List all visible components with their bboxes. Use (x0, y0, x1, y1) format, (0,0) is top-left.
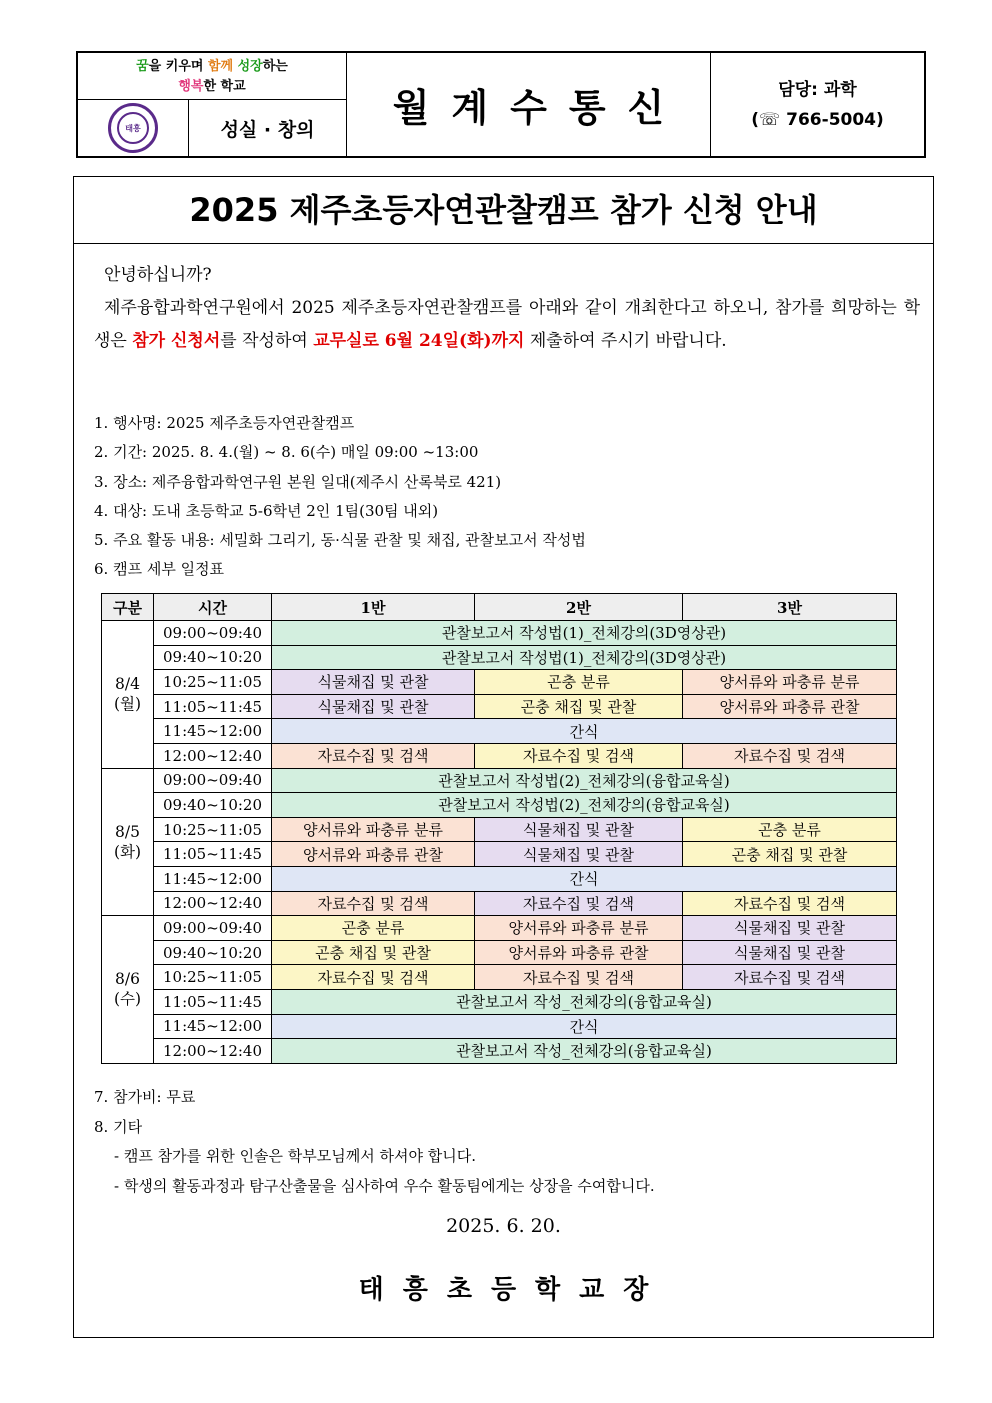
slogan-part: 행복 (178, 79, 204, 94)
table-row (102, 817, 897, 842)
activity-cell: 양서류와 파충류 관찰 (272, 842, 475, 867)
detail-item: 6. 캠프 세부 일정표 (94, 560, 225, 579)
highlight-application-form: 참가 신청서 (132, 331, 221, 351)
activity-cell: 간식 (272, 1014, 897, 1039)
activity-cell: 자료수집 및 검색 (683, 743, 897, 768)
activity-cell: 관찰보고서 작성법(1)_전체강의(3D영상관) (272, 645, 897, 670)
school-branding (78, 53, 347, 156)
header-cell: 1반 (272, 594, 475, 621)
time-cell: 09:00~09:40 (154, 768, 272, 793)
header-cell: 시간 (154, 594, 272, 621)
schedule-table (101, 593, 897, 1064)
activity-cell: 자료수집 및 검색 (683, 891, 897, 916)
principal-signature: 태흥초등학교장 (358, 1275, 668, 1305)
time-cell: 09:00~09:40 (154, 916, 272, 941)
document-body (73, 176, 934, 1338)
activity-cell: 곤충 분류 (272, 916, 475, 941)
detail-item: 4. 대상: 도내 초등학교 5-6학년 2인 1팀(30팀 내외) (94, 501, 439, 520)
table-row (102, 866, 897, 891)
activity-cell: 양서류와 파충류 분류 (683, 670, 897, 695)
issue-date: 2025. 6. 20. (446, 1215, 561, 1237)
day-date: 8/5 (115, 822, 140, 841)
additional-info (94, 1083, 655, 1201)
contact-phone: (☏ 766-5004) (751, 109, 884, 130)
time-cell: 09:40~10:20 (154, 645, 272, 670)
detail-item: 1. 행사명: 2025 제주초등자연관찰캠프 (94, 414, 355, 432)
event-details (94, 409, 586, 585)
day-date: 8/6 (115, 970, 140, 989)
table-row (102, 989, 897, 1014)
slogan-part: 함께 (207, 59, 234, 74)
activity-cell: 관찰보고서 작성_전체강의(융합교육실) (272, 1039, 897, 1064)
detail-item: 7. 참가비: 무료 (94, 1088, 196, 1106)
table-row (102, 842, 897, 867)
time-cell: 10:25~11:05 (154, 817, 272, 842)
table-row (102, 621, 897, 646)
header-cell: 구분 (102, 594, 154, 621)
activity-cell: 곤충 채집 및 관찰 (683, 842, 897, 867)
table-row (102, 793, 897, 818)
activity-cell: 간식 (272, 866, 897, 891)
table-row (102, 1014, 897, 1039)
school-seal-icon (108, 103, 158, 153)
time-cell: 11:05~11:45 (154, 989, 272, 1014)
time-cell: 09:40~10:20 (154, 940, 272, 965)
time-cell: 10:25~11:05 (154, 965, 272, 990)
activity-cell: 자료수집 및 검색 (475, 965, 683, 990)
time-cell: 12:00~12:40 (154, 1039, 272, 1064)
table-row (102, 719, 897, 744)
activity-cell: 자료수집 및 검색 (272, 965, 475, 990)
table-row (102, 916, 897, 941)
activity-cell: 식물채집 및 관찰 (272, 670, 475, 695)
detail-item: 2. 기간: 2025. 8. 4.(월) ~ 8. 6(수) 매일 09:00 ~13:00 (94, 443, 479, 462)
slogan-part: 성장 (237, 59, 263, 74)
contact-person: 담당: 과학 (778, 79, 857, 100)
activity-cell: 자료수집 및 검색 (272, 891, 475, 916)
table-row (102, 645, 897, 670)
school-motto: 성실 · 창의 (220, 118, 315, 141)
day-cell (102, 916, 154, 1064)
activity-cell: 양서류와 파충류 분류 (475, 916, 683, 941)
time-cell: 11:45~12:00 (154, 866, 272, 891)
schedule-header-row (102, 594, 897, 621)
activity-cell: 관찰보고서 작성법(1)_전체강의(3D영상관) (272, 621, 897, 646)
intro-text-part: 제주융합과학연구원에서 2025 제주초등자연관찰캠프를 아래와 같이 개최한다고 하오니, 참가를 희망하는 학생은 (94, 298, 920, 351)
activity-cell: 자료수집 및 검색 (683, 965, 897, 990)
time-cell: 09:40~10:20 (154, 793, 272, 818)
activity-cell: 자료수집 및 검색 (475, 891, 683, 916)
day-weekday: (월) (113, 695, 142, 714)
day-cell (102, 768, 154, 916)
activity-cell: 곤충 분류 (683, 817, 897, 842)
detail-item: 5. 주요 활동 내용: 세밀화 그리기, 동·식물 관찰 및 채집, 관찰보고서 작성법 (94, 531, 586, 550)
slogan-part: 을 키우며 (148, 59, 208, 74)
header-cell: 2반 (475, 594, 683, 621)
table-row (102, 891, 897, 916)
activity-cell: 곤충 분류 (475, 670, 683, 695)
day-cell (102, 621, 154, 769)
time-cell: 12:00~12:40 (154, 743, 272, 768)
day-date: 8/4 (115, 675, 140, 694)
time-cell: 12:00~12:40 (154, 891, 272, 916)
table-row (102, 1039, 897, 1064)
note-item: - 캠프 참가를 위한 인솔은 학부모님께서 하셔야 합니다. (114, 1147, 476, 1165)
time-cell: 11:45~12:00 (154, 1014, 272, 1039)
intro-text-part: 제출하여 주시기 바랍니다. (524, 331, 727, 351)
intro-text-part: 를 작성하여 (220, 331, 314, 351)
slogan-part: 하는 (262, 59, 288, 74)
activity-cell: 자료수집 및 검색 (272, 743, 475, 768)
detail-item: 8. 기타 (94, 1117, 143, 1136)
activity-cell: 식물채집 및 관찰 (475, 817, 683, 842)
table-row (102, 694, 897, 719)
table-row (102, 743, 897, 768)
activity-cell: 양서류와 파충류 관찰 (475, 940, 683, 965)
activity-cell: 식물채집 및 관찰 (683, 916, 897, 941)
activity-cell: 곤충 채집 및 관찰 (272, 940, 475, 965)
time-cell: 11:05~11:45 (154, 694, 272, 719)
contact-info (711, 53, 924, 156)
table-row (102, 965, 897, 990)
intro-text (94, 292, 920, 358)
activity-cell: 식물채집 및 관찰 (475, 842, 683, 867)
activity-cell: 곤충 채집 및 관찰 (475, 694, 683, 719)
greeting: 안녕하십니까? (104, 265, 212, 285)
activity-cell: 양서류와 파충류 분류 (272, 817, 475, 842)
slogan-part: 한 학교 (203, 79, 246, 94)
activity-cell: 식물채집 및 관찰 (272, 694, 475, 719)
time-cell: 09:00~09:40 (154, 621, 272, 646)
time-cell: 11:05~11:45 (154, 842, 272, 867)
note-item: - 학생의 활동과정과 탐구산출물을 심사하여 우수 활동팀에게는 상장을 수여합니다. (114, 1176, 655, 1195)
time-cell: 10:25~11:05 (154, 670, 272, 695)
table-row (102, 940, 897, 965)
header-cell: 3반 (683, 594, 897, 621)
school-slogan (78, 53, 346, 100)
newsletter-header (76, 51, 926, 158)
day-weekday: (화) (113, 842, 142, 861)
activity-cell: 간식 (272, 719, 897, 744)
activity-cell: 관찰보고서 작성_전체강의(융합교육실) (272, 989, 897, 1014)
slogan-part: 꿈 (136, 59, 149, 74)
table-row (102, 670, 897, 695)
table-row (102, 768, 897, 793)
detail-item: 3. 장소: 제주융합과학연구원 본원 일대(제주시 산록북로 421) (94, 472, 502, 491)
day-weekday: (수) (113, 990, 142, 1009)
time-cell: 11:45~12:00 (154, 719, 272, 744)
seal-text: 태흥 (125, 124, 141, 133)
activity-cell: 관찰보고서 작성법(2)_전체강의(융합교육실) (272, 768, 897, 793)
activity-cell: 식물채집 및 관찰 (683, 940, 897, 965)
intro-paragraph (94, 259, 920, 358)
activity-cell: 양서류와 파충류 관찰 (683, 694, 897, 719)
document-title: 2025 제주초등자연관찰캠프 참가 신청 안내 (74, 177, 933, 244)
newsletter-title: 월계수통신 (347, 53, 711, 156)
activity-cell: 관찰보고서 작성법(2)_전체강의(융합교육실) (272, 793, 897, 818)
highlight-deadline: 교무실로 6월 24일(화)까지 (313, 331, 525, 351)
activity-cell: 자료수집 및 검색 (475, 743, 683, 768)
